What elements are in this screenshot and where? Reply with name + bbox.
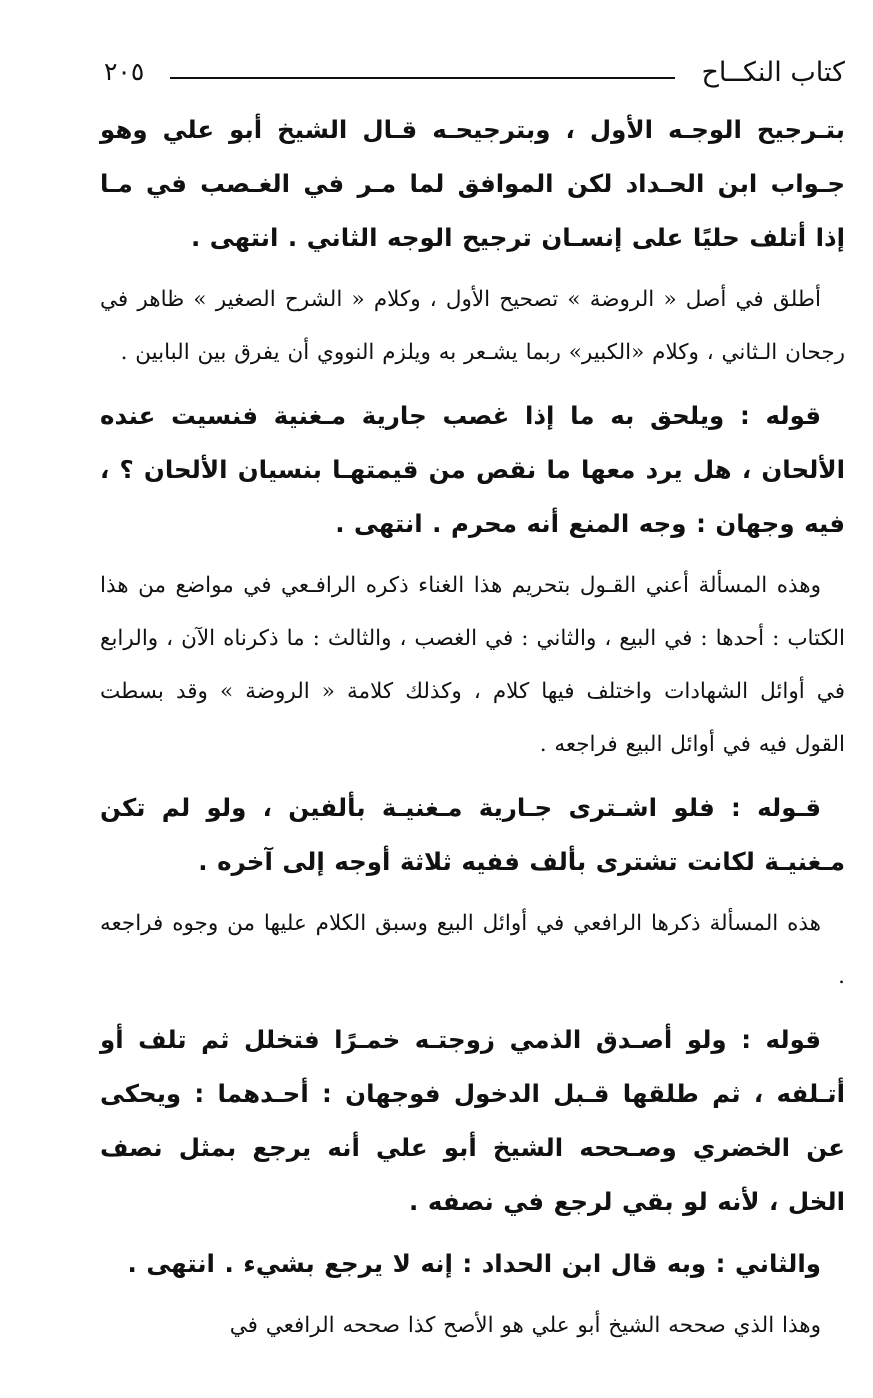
- paragraph-commentary-1: أطلق في أصل « الروضة » تصحيح الأول ، وكلام « الشرح الصغير » ظاهر في رجحان الـثاني ، وكلام «الكبير» ربما يشـعر به ويلزم النووي أن يفرق بين البابين .: [100, 287, 845, 365]
- paragraph-quote-5: والثاني : وبه قال ابن الحداد : إنه لا يرجع بشيء . انتهى .: [127, 1249, 821, 1278]
- paragraph-commentary-4: وهذا الذي صححه الشيخ أبو علي هو الأصح كذا صححه الرافعي في: [229, 1313, 821, 1338]
- paragraph-commentary-2: وهذه المسألة أعني القـول بتحريم هذا الغناء ذكره الرافـعي في مواضع من هذا الكتاب : أحدها : في البيع ، والثاني : في الغصب ، والثالث : ما ذكرناه الآن ، والرابع في أوائل الشهادات واختلف فيها كلام ، وكذلك كلامة « الروضة » وقد بسطت القول فيه في أوائل البيع فراجعه .: [100, 573, 845, 757]
- running-title: كتاب النكــاح: [701, 57, 845, 88]
- page-header: [100, 55, 845, 103]
- paragraph-commentary-3: هذه المسألة ذكرها الرافعي في أوائل البيع وسبق الكلام عليها من وجوه فراجعه .: [100, 911, 845, 989]
- page-body: [100, 103, 845, 1352]
- paragraph-quote-2: قوله : ويلحق به ما إذا غصب جارية مـغنية فنسيت عنده الألحان ، هل يرد معها ما نقص من قيمتهـا بنسيان الألحان ؟ ، فيه وجهان : وجه المنع أنه محرم . انتهى .: [100, 401, 845, 538]
- paragraph-quote-4: قوله : ولو أصـدق الذمي زوجتـه خمـرًا فتخلل ثم تلف أو أتـلفه ، ثم طلقها قـبل الدخول فوجهان : أحـدهما : ويحكى عن الخضري وصـححه الشيخ أبو علي أنه يرجع بمثل نصف الخل ، لأنه لو بقي لرجع في نصفه .: [100, 1025, 845, 1216]
- book-page: [100, 55, 845, 1355]
- paragraph-quote-1: بتـرجيح الوجـه الأول ، وبترجيحـه قـال الشيخ أبو علي وهو جـواب ابن الحـداد لكن الموافق لما مـر في الغـصب في مـا إذا أتلف حليًا على إنسـان ترجيح الوجه الثاني . انتهى .: [100, 115, 845, 252]
- header-rule: [170, 77, 675, 79]
- paragraph-quote-3: قـوله : فلو اشـترى جـارية مـغنيـة بألفين ، ولو لم تكن مـغنيـة لكانت تشترى بألف ففيه ثلاثة أوجه إلى آخره .: [100, 793, 845, 876]
- page-number: ٢٠٥: [104, 57, 145, 86]
